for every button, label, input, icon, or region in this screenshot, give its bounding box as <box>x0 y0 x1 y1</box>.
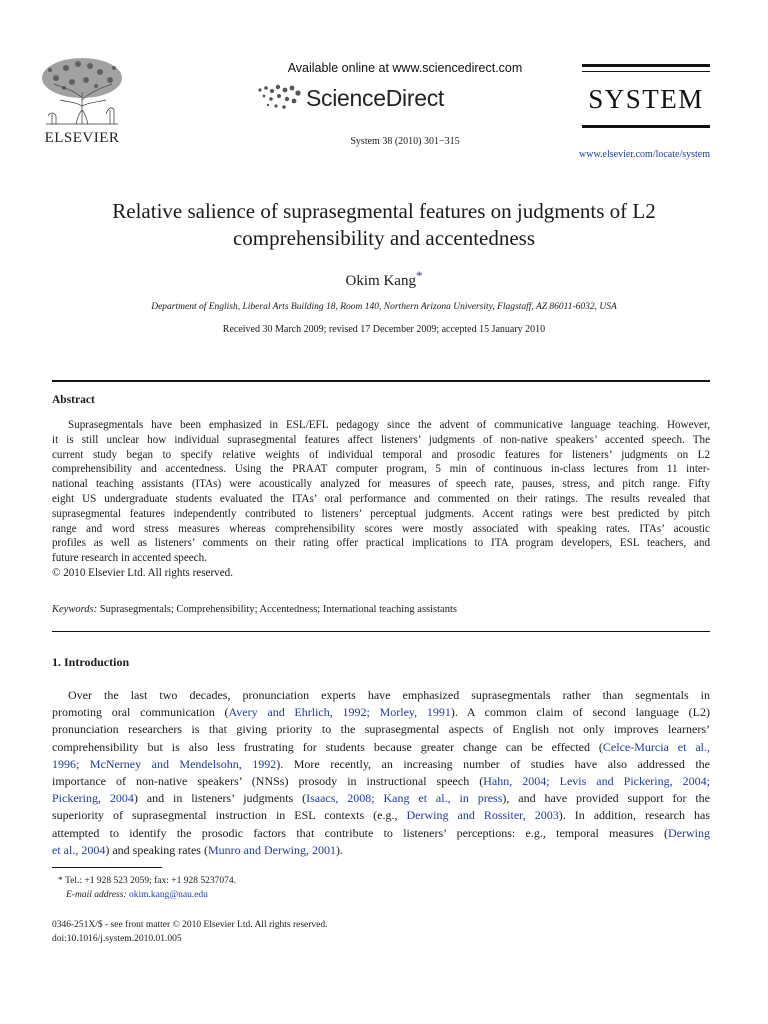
abstract-line: eight US undergraduate students evaluated the ITAs’ oral performance and commented on their ratings. The results revealed that <box>52 492 710 505</box>
abstract-line: national teaching assistants (ITAs) were acoustically analyzed for measures of speech rate, pauses, stress, and pitch range. Fifty <box>52 478 710 491</box>
abstract-line: profiles as well as listeners’ comments on their rating offer practical implications to ITA program developers, ESL teachers, and <box>52 537 710 550</box>
section-heading-introduction: 1. Introduction <box>52 655 130 669</box>
introduction-line <box>52 704 710 721</box>
journal-name: SYSTEM <box>588 84 704 114</box>
author-footnote-marker[interactable]: * <box>415 268 423 283</box>
citation-link[interactable]: 1996; McNerney and Mendelsohn, 1992 <box>52 756 277 771</box>
keywords <box>52 604 457 615</box>
introduction-text: ). In addition, research has <box>558 808 710 823</box>
journal-rule-top-thin <box>582 71 710 72</box>
abstract-line: future research in accented speech. <box>52 552 207 565</box>
citation-link[interactable]: Pickering, 2004 <box>52 791 134 806</box>
introduction-line <box>52 773 710 790</box>
citation-link[interactable]: Derwing <box>668 825 710 840</box>
footnote-rule <box>52 867 162 868</box>
journal-url-link[interactable]: www.elsevier.com/locate/system <box>579 149 710 160</box>
email-label: E-mail address: <box>66 890 127 900</box>
available-online-text[interactable]: Available online at www.sciencedirect.com <box>287 61 523 75</box>
article-title-line1: Relative salience of suprasegmental features on judgments of L2 <box>112 199 656 223</box>
abstract-rule-top <box>52 380 710 382</box>
footnote-contact-text: Tel.: +1 928 523 2059; fax: +1 928 5237074. <box>64 876 236 886</box>
introduction-text: comprehensibility but is also less frustrating for students because greater change can be effected ( <box>52 739 603 754</box>
abstract-line: comprehensibility and accentedness. Using the PRAAT computer program, 5 min of continuous in-class lectures from 11 inter- <box>52 463 710 476</box>
issn-line: 0346-251X/$ - see front matter © 2010 Elsevier Ltd. All rights reserved. <box>52 920 328 930</box>
citation-link[interactable]: Derwing and Rossiter, 2003 <box>406 808 559 823</box>
introduction-text: ), and have provided support for the <box>502 791 710 806</box>
introduction-text: ). A common claim of second language (L2) <box>450 705 710 720</box>
article-title <box>40 198 728 252</box>
email-link[interactable]: okim.kang@nau.edu <box>128 890 208 900</box>
introduction-text: pronunciation researchers is that giving priority to the suprasegmental aspects of English not only improves learners’ <box>52 722 710 737</box>
citation-link[interactable]: Celce-Murcia et al., <box>602 739 710 754</box>
sciencedirect-logo[interactable] <box>256 82 476 114</box>
author-name: Okim Kang <box>345 273 416 289</box>
abstract-heading: Abstract <box>52 394 95 406</box>
publisher-name: ELSEVIER <box>44 130 120 146</box>
introduction-line <box>52 739 710 756</box>
elsevier-tree-icon <box>26 54 138 128</box>
footnote-email <box>66 890 208 900</box>
abstract-line: it is still unclear how individual suprasegmental features affect listeners’ judgments of non-native speakers’ accented speech. The <box>52 433 710 446</box>
abstract-line: suprasegmental features independently contributed to listeners’ perceptual judgments. Accent ratings were best predicted by pitch <box>52 507 710 520</box>
journal-rule-bottom <box>582 125 710 128</box>
introduction-text: ). More recently, an increasing number of studies have also addressed the <box>276 756 710 771</box>
abstract-body <box>52 418 710 581</box>
sciencedirect-wordmark: ScienceDirect <box>306 85 444 111</box>
journal-rule-top <box>582 64 710 67</box>
introduction-text: importance of non-native speakers’ (NNSs) prosody in instructional speech ( <box>52 774 484 789</box>
introduction-body <box>52 687 710 859</box>
introduction-line <box>52 790 710 807</box>
abstract-copyright: © 2010 Elsevier Ltd. All rights reserved. <box>52 566 233 579</box>
footnote-marker: * <box>58 876 63 886</box>
introduction-line <box>52 687 710 704</box>
article-dates: Received 30 March 2009; revised 17 December 2009; accepted 15 January 2010 <box>222 324 546 335</box>
introduction-line <box>52 825 710 842</box>
sciencedirect-dots-icon <box>256 82 306 112</box>
abstract-line: current study began to specify relative weights of individual temporal and prosodic features for listeners’ judgments on L2 <box>52 448 710 461</box>
introduction-line <box>52 807 710 824</box>
doi[interactable]: doi:10.1016/j.system.2010.01.005 <box>52 934 182 944</box>
footnote-contact <box>58 876 236 886</box>
citation-link[interactable]: Munro and Derwing, 2001 <box>207 842 336 857</box>
introduction-text: ). <box>335 842 343 857</box>
introduction-line <box>52 756 710 773</box>
introduction-text: ) and in listeners’ judgments ( <box>133 791 307 806</box>
introduction-text: promoting oral communication ( <box>52 705 229 720</box>
citation-link[interactable]: Avery and Ehrlich, 1992; Morley, 1991 <box>228 705 451 720</box>
abstract-line: Suprasegmentals have been emphasized in ESL/EFL pedagogy since the advent of communicative language teaching. However, <box>68 419 710 431</box>
elsevier-logo <box>26 54 138 149</box>
journal-reference: System 38 (2010) 301−315 <box>350 136 460 147</box>
introduction-text: ) and speaking rates ( <box>105 842 208 857</box>
author <box>40 268 728 290</box>
article-title-line2: comprehensibility and accentedness <box>232 226 536 250</box>
citation-link[interactable]: Isaacs, 2008; Kang et al., in press <box>306 791 503 806</box>
introduction-text: Over the last two decades, pronunciation experts have emphasized suprasegmentals rather than segmentals in <box>68 688 710 702</box>
introduction-line <box>52 842 710 859</box>
introduction-text: superiority of suprasegmental instruction in ESL contexts (e.g., <box>52 808 407 823</box>
keywords-label: Keywords: <box>52 604 98 615</box>
keywords-list: Suprasegmentals; Comprehensibility; Accentedness; International teaching assistants <box>99 604 457 615</box>
abstract-line: range and word stress measures whereas comprehensibility scores were mostly associated with speaking rates. ITAs’ acoustic <box>52 522 710 535</box>
citation-link[interactable]: Hahn, 2004; Levis and Pickering, 2004; <box>483 774 710 789</box>
introduction-text: attempted to identify the prosodic factors that contribute to listeners’ perceptions: e.g., temporal measures ( <box>52 825 668 840</box>
introduction-line <box>52 721 710 738</box>
citation-link[interactable]: et al., 2004 <box>52 842 106 857</box>
affiliation: Department of English, Liberal Arts Building 18, Room 140, Northern Arizona University, Flagstaff, AZ 86011-6032, USA <box>151 302 617 312</box>
abstract-rule-bottom <box>52 631 710 632</box>
